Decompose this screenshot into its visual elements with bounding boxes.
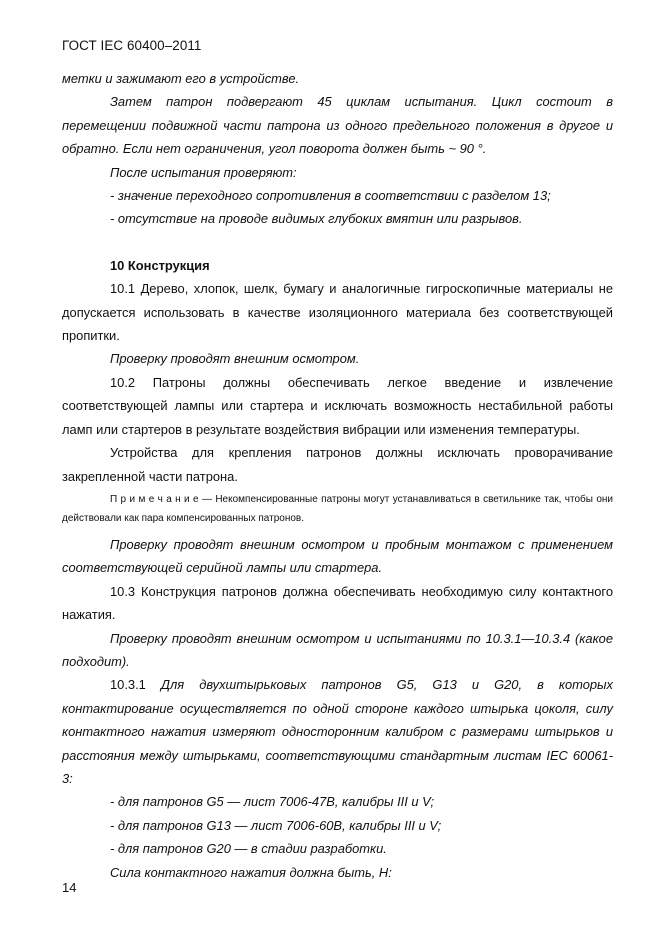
note — [62, 490, 613, 529]
page-number: 14 — [62, 880, 77, 895]
paragraph: 10.3 Конструкция патронов должна обеспечивать необходимую силу контактного нажатия. — [62, 583, 613, 623]
list-item — [62, 814, 613, 837]
list-item — [62, 207, 613, 230]
paragraph: После испытания проверяют: — [110, 164, 297, 180]
list-item-text: для патронов G5 — лист 7006-47B, калибры III и V; — [117, 794, 435, 810]
clause-text: Для двухштырьковых патронов G5, G13 и G20, в которых контактирование осуществляется по одной стороне каждого штырька цоколя, силу контактного нажатия измеряют односторонним калибром с размерами штырьков и расстояния между штырьками, соответствующими стандартным листам IEC 60061-3: — [62, 677, 613, 786]
paragraph: Устройства для крепления патронов должны исключать проворачивание закрепленной части патрона. — [62, 445, 613, 484]
paragraph: Сила контактного нажатия должна быть, Н: — [110, 864, 392, 880]
paragraph: 10.2 Патроны должны обеспечивать легкое введение и извлечение соответствующей лампы или стартера и исключать возможность нестабильной работы ламп или стартеров в результате воздействия вибрации или изменения температуры. — [62, 374, 613, 437]
section-spacer — [62, 231, 613, 254]
list-item-text: для патронов G20 — в стадии разработки. — [117, 841, 387, 857]
list-dash: - — [110, 841, 118, 857]
paragraph: Проверку проводят внешним осмотром и пробным монтажом с применением соответствующей серийной лампы или стартера. — [62, 536, 613, 576]
list-item-text: отсутствие на проводе видимых глубоких вмятин или разрывов. — [117, 211, 523, 227]
section-heading: 10 Конструкция — [110, 257, 210, 273]
clause-number: 10.3.1 — [110, 677, 146, 693]
list-item-text: значение переходного сопротивления в соответствии с разделом 13; — [117, 188, 551, 204]
note-label: П р и м е ч а н и е — — [110, 493, 212, 505]
paragraph: Проверку проводят внешним осмотром и испытаниями по 10.3.1—10.3.4 (какое подходит). — [62, 630, 613, 669]
note-text: Некомпенсированные патроны могут устанавливаться в светильнике так, чтобы они действовали как пара компенсированных патронов. — [62, 493, 613, 525]
paragraph — [62, 673, 613, 790]
list-item — [62, 790, 613, 813]
document-body — [62, 67, 613, 884]
paragraph: 10.1 Дерево, хлопок, шелк, бумагу и аналогичные гигроскопичные материалы не допускается использовать в качестве изоляционного материала без соответствующей пропитки. — [62, 281, 613, 344]
list-dash: - — [110, 188, 118, 204]
list-item-text: для патронов G13 — лист 7006-60B, калибры III и V; — [117, 817, 442, 833]
paragraph: Затем патрон подвергают 45 циклам испытания. Цикл состоит в перемещении подвижной части патрона из одного предельного положения в другое и обратно. Если нет ограничения, угол поворота должен быть ~ 90 °. — [62, 94, 613, 157]
list-item — [62, 184, 613, 207]
list-dash: - — [110, 817, 118, 833]
document-header: ГОСТ IEC 60400–2011 — [62, 38, 202, 53]
list-item — [62, 837, 613, 860]
list-dash: - — [110, 211, 118, 227]
list-dash: - — [110, 794, 118, 810]
paragraph: Проверку проводят внешним осмотром. — [110, 351, 360, 367]
paragraph: метки и зажимают его в устройстве. — [62, 71, 300, 86]
